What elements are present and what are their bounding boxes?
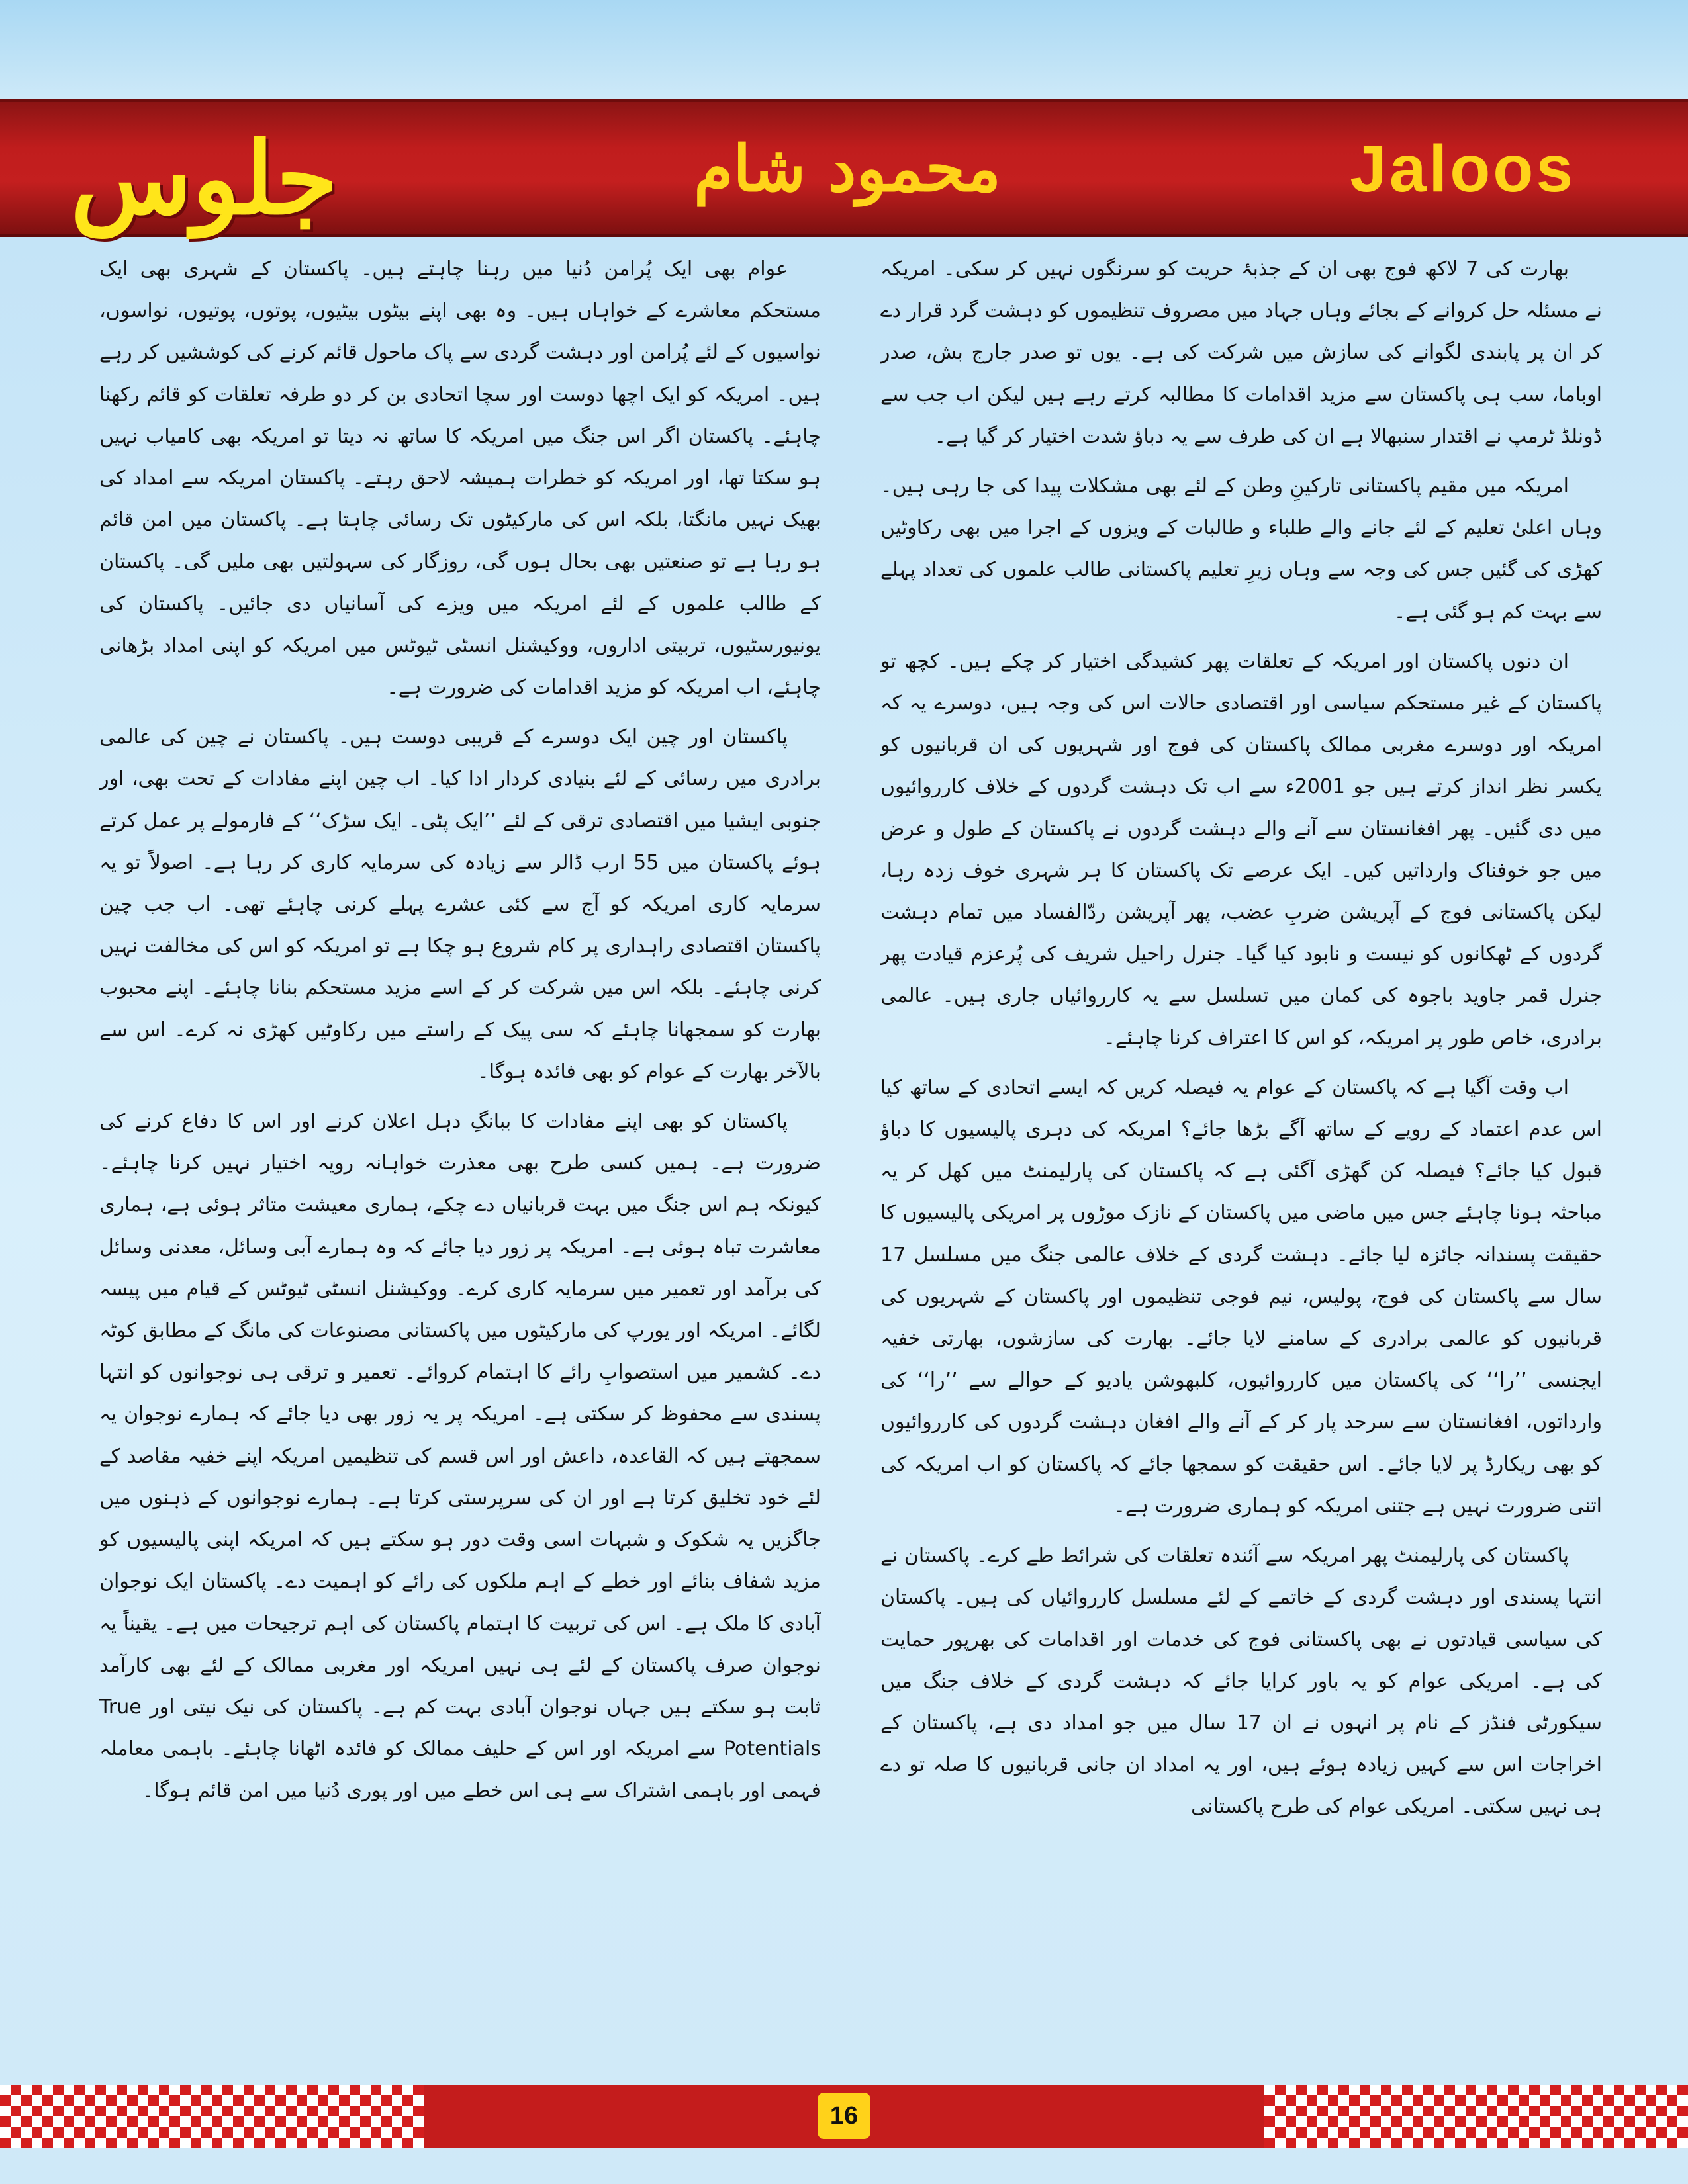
paragraph: امریکہ میں مقیم پاکستانی تارکینِ وطن کے لئے بھی مشکلات پیدا کی جا رہی ہیں۔ وہاں اعلیٰ تعلیم کے لئے جانے والے طلباء و طالبات کے ویزوں کے اجرا میں بھی رکاوٹیں کھڑی کی گئیں جس کی وجہ سے وہاں زیرِ تعلیم پاکستانی طالب علموں کی تعداد پہلے سے بہت کم ہو گئی ہے۔ xyxy=(880,475,1602,623)
magazine-logo-urdu: جلوس xyxy=(71,120,338,237)
magazine-logo-english: Jaloos xyxy=(1350,132,1575,206)
paragraph: پاکستان اور چین ایک دوسرے کے قریبی دوست ہیں۔ پاکستان نے چین کی عالمی برادری میں رسائی کے لئے بنیادی کردار ادا کیا۔ اب چین اپنے مفادات کے تحت بھی، اور جنوبی ایشیا میں اقتصادی ترقی کے لئے ’’ایک پٹی۔ ایک سڑک‘‘ کے فارمولے پر عمل کرتے ہوئے پاکستان میں 55 ارب ڈالر سے زیادہ کی سرمایہ کاری کر رہا ہے۔ اصولاً تو یہ سرمایہ کاری امریکہ کو آج سے کئی عشرے پہلے کرنی چاہئے تھی۔ اب جب چین پاکستان اقتصادی راہداری پر کام شروع ہو چکا ہے تو امریکہ کو اس کی مخالفت نہیں کرنی چاہئے۔ بلکہ اس میں شرکت کر کے اسے مزید مستحکم بنانا چاہئے۔ اپنے محبوب بھارت کو سمجھانا چاہئے کہ سی پیک کے راستے میں رکاوٹیں کھڑی نہ کرے۔ اس سے بالآخر بھارت کے عوام کو بھی فائدہ ہوگا۔ xyxy=(99,725,821,1083)
checkered-pattern-right xyxy=(1264,2085,1688,2148)
author-name: محمود شام xyxy=(694,131,1001,206)
paragraph: بھارت کی 7 لاکھ فوج بھی ان کے جذبۂ حریت کو سرنگوں نہیں کر سکی۔ امریکہ نے مسئلہ حل کروانے کے بجائے وہاں جہاد میں مصروف تنظیموں کو دہشت گرد قرار دے کر ان پر پابندی لگوانے کی سازش میں شرکت کی ہے۔ یوں تو صدر جارج بش، صدر اوباما، سب ہی پاکستان سے مزید اقدامات کا مطالبہ کرتے رہے ہیں لیکن اب جب سے ڈونلڈ ٹرمپ نے اقتدار سنبھالا ہے ان کی طرف سے یہ دباؤ شدت اختیار کر گیا ہے۔ xyxy=(880,257,1602,448)
top-strip xyxy=(0,0,1688,99)
article-column-right xyxy=(880,248,1602,2035)
paragraph: عوام بھی ایک پُرامن دُنیا میں رہنا چاہتے ہیں۔ پاکستان کے شہری بھی ایک مستحکم معاشرے کے خواہاں ہیں۔ وہ بھی اپنے بیٹوں بیٹیوں، پوتوں، پوتیوں، نواسوں، نواسیوں کے لئے پُرامن اور دہشت گردی سے پاک ماحول قائم کرنے کی کوششیں کر رہے ہیں۔ امریکہ کو ایک اچھا دوست اور سچا اتحادی بن کر دو طرفہ تعلقات کو قائم رکھنا چاہئے۔ پاکستان اگر اس جنگ میں امریکہ کا ساتھ نہ دیتا تو امریکہ بھی کامیاب نہیں ہو سکتا تھا، اور امریکہ کو خطرات ہمیشہ لاحق رہتے۔ پاکستان امریکہ سے امداد کی بھیک نہیں مانگتا، بلکہ اس کی مارکیٹوں تک رسائی چاہتا ہے۔ پاکستان میں امن قائم ہو رہا ہے تو صنعتیں بھی بحال ہوں گی، روزگار کی سہولتیں بھی ملیں گی۔ پاکستان کے طالب علموں کے لئے امریکہ میں ویزے کی آسانیاں دی جائیں۔ پاکستان کی یونیورسٹیوں، تربیتی اداروں، ووکیشنل انسٹی ٹیوٹس میں امریکہ کو اپنی امداد بڑھانی چاہئے، اب امریکہ کو مزید اقدامات کی ضرورت ہے۔ xyxy=(99,257,821,700)
paragraph: پاکستان کی پارلیمنٹ پھر امریکہ سے آئندہ تعلقات کی شرائط طے کرے۔ پاکستان نے انتہا پسندی اور دہشت گردی کے خاتمے کے لئے مسلسل کارروائیاں کی ہیں۔ پاکستان کی سیاسی قیادتوں نے بھی پاکستانی فوج کی خدمات اور اقدامات کی بھرپور حمایت کی ہے۔ امریکی عوام کو یہ باور کرایا جائے کہ دہشت گردی کے خلاف جنگ میں سیکورٹی فنڈز کے نام پر انہوں نے ان 17 سال میں جو امداد دی ہے، پاکستان کے اخراجات اس سے کہیں زیادہ ہوئے ہیں، اور یہ امداد ان جانی قربانیوں کا صلہ تو دے ہی نہیں سکتی۔ امریکی عوام کی طرح پاکستانی xyxy=(880,1544,1602,1819)
paragraph: ان دنوں پاکستان اور امریکہ کے تعلقات پھر کشیدگی اختیار کر چکے ہیں۔ کچھ تو پاکستان کے غیر مستحکم سیاسی اور اقتصادی حالات اس کی وجہ ہیں، دوسرے یہ کہ امریکہ اور دوسرے مغربی ممالک پاکستان کی فوج اور شہریوں کی ان قربانیوں کو یکسر نظر انداز کرتے ہیں جو 2001ء سے اب تک دہشت گردوں کے خلاف کارروائیوں میں دی گئیں۔ پھر افغانستان سے آنے والے دہشت گردوں نے پاکستان کے طول و عرض میں جو خوفناک وارداتیں کیں۔ ایک عرصے تک پاکستان کا ہر شہری خوف زدہ رہا، لیکن پاکستانی فوج کے آپریشن ضربِ عضب، پھر آپریشن ردّالفساد میں تمام دہشت گردوں کے ٹھکانوں کو نیست و نابود کیا گیا۔ جنرل راحیل شریف کی پُرعزم قیادت پھر جنرل قمر جاوید باجوہ کی کمان میں تسلسل سے یہ کارروائیاں جاری ہیں۔ عالمی برادری، خاص طور پر امریکہ، کو اس کا اعتراف کرنا چاہئے۔ xyxy=(880,649,1602,1050)
paragraph: اب وقت آگیا ہے کہ پاکستان کے عوام یہ فیصلہ کریں کہ ایسے اتحادی کے ساتھ کیا اس عدم اعتماد کے رویے کے ساتھ آگے بڑھا جائے؟ امریکہ کی دہری پالیسیوں کا دباؤ قبول کیا جائے؟ فیصلہ کن گھڑی آگئی ہے کہ پاکستان کی پارلیمنٹ میں کھل کر یہ مباحثہ ہونا چاہئے جس میں ماضی میں پاکستان کے نازک موڑوں پر امریکی پالیسیوں کا حقیقت پسندانہ جائزہ لیا جائے۔ دہشت گردی کے خلاف عالمی جنگ میں مسلسل 17 سال سے پاکستان کی فوج، پولیس، نیم فوجی تنظیموں اور پاکستان کے شہریوں کی قربانیوں کو عالمی برادری کے سامنے لایا جائے۔ بھارت کی سازشوں، بھارتی خفیہ ایجنسی ’’را‘‘ کی پاکستان میں کارروائیوں، کلبھوشن یادیو کے حوالے سے ’’را‘‘ کی وارداتوں، افغانستان سے سرحد پار کر کے آنے والے افغان دہشت گردوں کی کارروائیوں کو بھی ریکارڈ پر لایا جائے۔ اس حقیقت کو سمجھا جائے کہ پاکستان کو اب امریکہ کی اتنی ضرورت نہیں ہے جتنی امریکہ کو ہماری ضرورت ہے۔ xyxy=(880,1075,1602,1518)
page-footer xyxy=(0,2085,1688,2164)
checkered-pattern-left xyxy=(0,2085,424,2148)
page-number: 16 xyxy=(818,2093,870,2139)
paragraph: پاکستان کو بھی اپنے مفادات کا ببانگِ دہل اعلان کرنے اور اس کا دفاع کرنے کی ضرورت ہے۔ ہمیں کسی طرح بھی معذرت خواہانہ رویہ اختیار نہیں کرنا چاہئے۔ کیونکہ ہم اس جنگ میں بہت قربانیاں دے چکے، ہماری معیشت متاثر ہوئی ہے، ہماری معاشرت تباہ ہوئی ہے۔ امریکہ پر زور دیا جائے کہ وہ ہمارے آبی وسائل، معدنی وسائل کی برآمد اور تعمیر میں سرمایہ کاری کرے۔ ووکیشنل انسٹی ٹیوٹس کے قیام میں پیسہ لگائے۔ امریکہ اور یورپ کی مارکیٹوں میں پاکستانی مصنوعات کی مانگ کے مطابق کوٹہ دے۔ کشمیر میں استصوابِ رائے کا اہتمام کروائے۔ تعمیر و ترقی ہی نوجوانوں کو انتہا پسندی سے محفوظ کر سکتی ہے۔ امریکہ پر یہ زور بھی دیا جائے کہ ہمارے نوجوان یہ سمجھتے ہیں کہ القاعدہ، داعش اور اس قسم کی تنظیمیں امریکہ اپنے خفیہ مقاصد کے لئے خود تخلیق کرتا ہے اور ان کی سرپرستی کرتا ہے۔ ہمارے نوجوانوں کے ذہنوں میں جاگزیں یہ شکوک و شبہات اسی وقت دور ہو سکتے ہیں کہ امریکہ اپنی پالیسیوں کو مزید شفاف بنائے اور خطے کے اہم ملکوں کی رائے کو اہمیت دے۔ پاکستان ایک نوجوان آبادی کا ملک ہے۔ اس کی تربیت کا اہتمام پاکستان کی اہم ترجیحات میں ہے۔ یقیناً یہ نوجوان صرف پاکستان کے لئے ہی نہیں امریکہ اور مغربی ممالک کے لئے بھی کارآمد ثابت ہو سکتے ہیں جہاں نوجوان آبادی بہت کم ہے۔ پاکستان کی نیک نیتی اور True Potentials سے امریکہ اور اس کے حلیف ممالک کو فائدہ اٹھانا چاہئے۔ باہمی معاملہ فہمی اور باہمی اشتراک سے ہی اس خطے میں اور پوری دُنیا میں امن قائم ہوگا۔ xyxy=(99,1110,821,1803)
article-column-left xyxy=(99,248,821,2035)
